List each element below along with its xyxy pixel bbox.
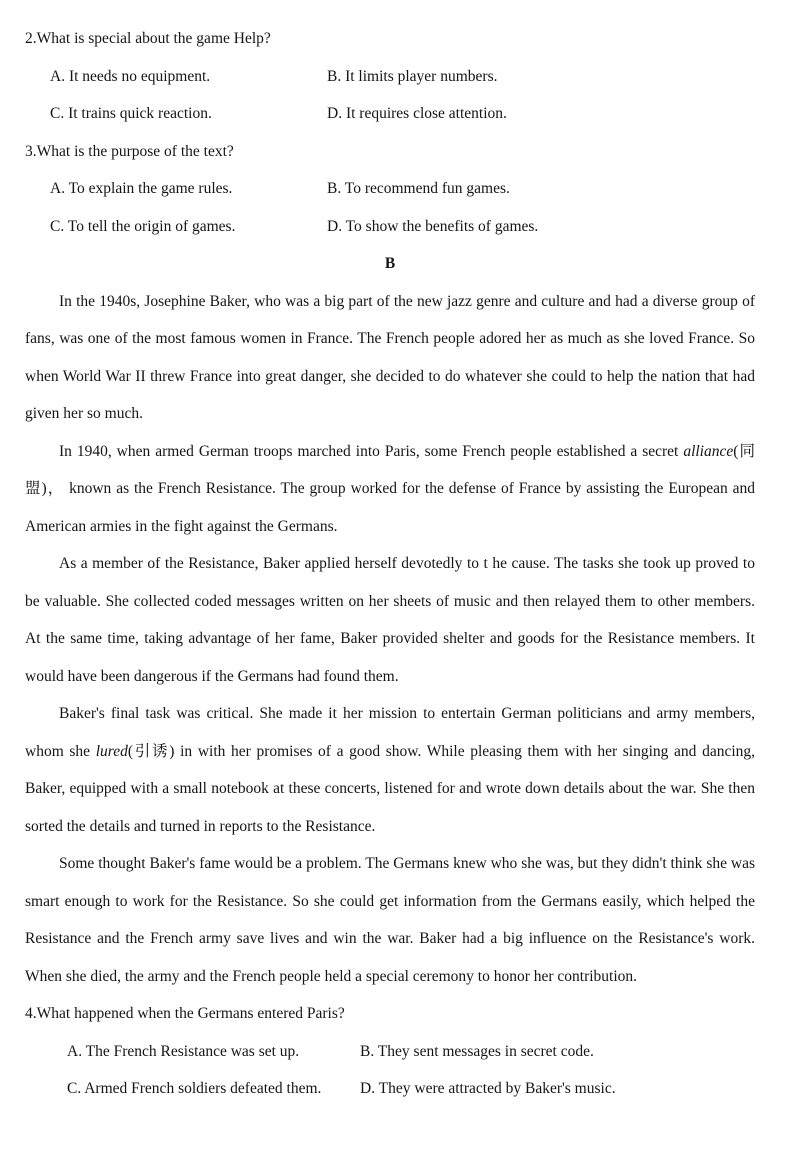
question-3-options-row-2 xyxy=(25,208,755,246)
question-2-options-row-2 xyxy=(25,95,755,133)
question-3: 3.What is the purpose of the text? xyxy=(25,142,234,160)
question-2-option-a: A. It needs no equipment. xyxy=(50,67,211,85)
question-3-options-row-1 xyxy=(25,170,755,208)
passage-paragraph-2 xyxy=(25,433,755,546)
vocab-gloss-lured: (引诱) xyxy=(127,742,175,760)
passage-paragraph-1: In the 1940s, Josephine Baker, who was a big part of the new jazz genre and culture and had a diverse group of fans, was one of the most famous women in France. The French people adored her as much as she loved France. So when World War II threw France into great danger, she decided to do whatever she could to help the nation that had given her so much. xyxy=(25,292,755,422)
paragraph-2-text-start: In 1940, when armed German troops marched into Paris, some French people established a secret xyxy=(59,442,684,460)
exam-page xyxy=(25,20,755,1108)
question-4: 4.What happened when the Germans entered Paris? xyxy=(25,1005,345,1022)
question-4-option-d: D. They were attracted by Baker's music. xyxy=(360,1080,616,1097)
passage-paragraph-3: As a member of the Resistance, Baker applied herself devotedly to t he cause. The tasks she took up proved to be valuable. She collected coded messages written on her sheets of music and then relayed them to other members. At the same time, taking advantage of her fame, Baker provided shelter and goods for the Resistance members. It would have been dangerous if the Germans had found them. xyxy=(25,555,755,685)
paragraph-4-text-start: Baker's final task was critical. She made it her mission to entertain German politicians and army members, whom she xyxy=(25,705,755,760)
section-b-title: B xyxy=(384,255,396,272)
question-3-option-a: A. To explain the game rules. xyxy=(50,180,233,197)
question-4-options-row-1 xyxy=(25,1033,755,1071)
question-2-option-c: C. It trains quick reaction. xyxy=(50,105,212,122)
question-2-option-b: B. It limits player numbers. xyxy=(327,67,498,85)
question-2: 2.What is special about the game Help? xyxy=(25,30,271,47)
passage-paragraph-4 xyxy=(25,695,755,845)
question-3-option-b: B. To recommend fun games. xyxy=(327,180,510,197)
paragraph-4-text-end: in with her promises of a good show. While pleasing them with her singing and dancing, Baker, equipped with a small notebook at these concerts, listened for and wrote down details about the war. She then sorted the details and turned in reports to the Resistance. xyxy=(25,742,756,835)
question-4-option-c: C. Armed French soldiers defeated them. xyxy=(67,1080,322,1097)
question-2-options-row-1 xyxy=(25,58,755,96)
vocab-gloss-alliance: (同盟)， xyxy=(25,442,755,497)
question-2-option-d: D. It requires close attention. xyxy=(327,105,507,122)
question-3-option-d: D. To show the benefits of games. xyxy=(327,217,539,235)
question-4-option-b: B. They sent messages in secret code. xyxy=(360,1042,594,1060)
vocab-term-alliance: alliance xyxy=(683,442,734,460)
vocab-term-lured: lured xyxy=(95,742,128,760)
question-3-option-c: C. To tell the origin of games. xyxy=(50,217,236,235)
passage-paragraph-5: Some thought Baker's fame would be a problem. The Germans knew who she was, but they didn't think she was smart enough to work for the Resistance. So she could get information from the Germans easily, which helped the Resistance and the French army save lives and win the war. Baker had a big influence on the Resistance's work. When she died, the army and the French people held a special ceremony to honor her contribution. xyxy=(25,855,755,985)
question-4-option-a: A. The French Resistance was set up. xyxy=(67,1042,300,1060)
question-4-options-row-2 xyxy=(25,1070,755,1108)
paragraph-2-text-end: known as the French Resistance. The group worked for the defense of France by assisting the European and American armies in the fight against the Germans. xyxy=(25,480,755,535)
